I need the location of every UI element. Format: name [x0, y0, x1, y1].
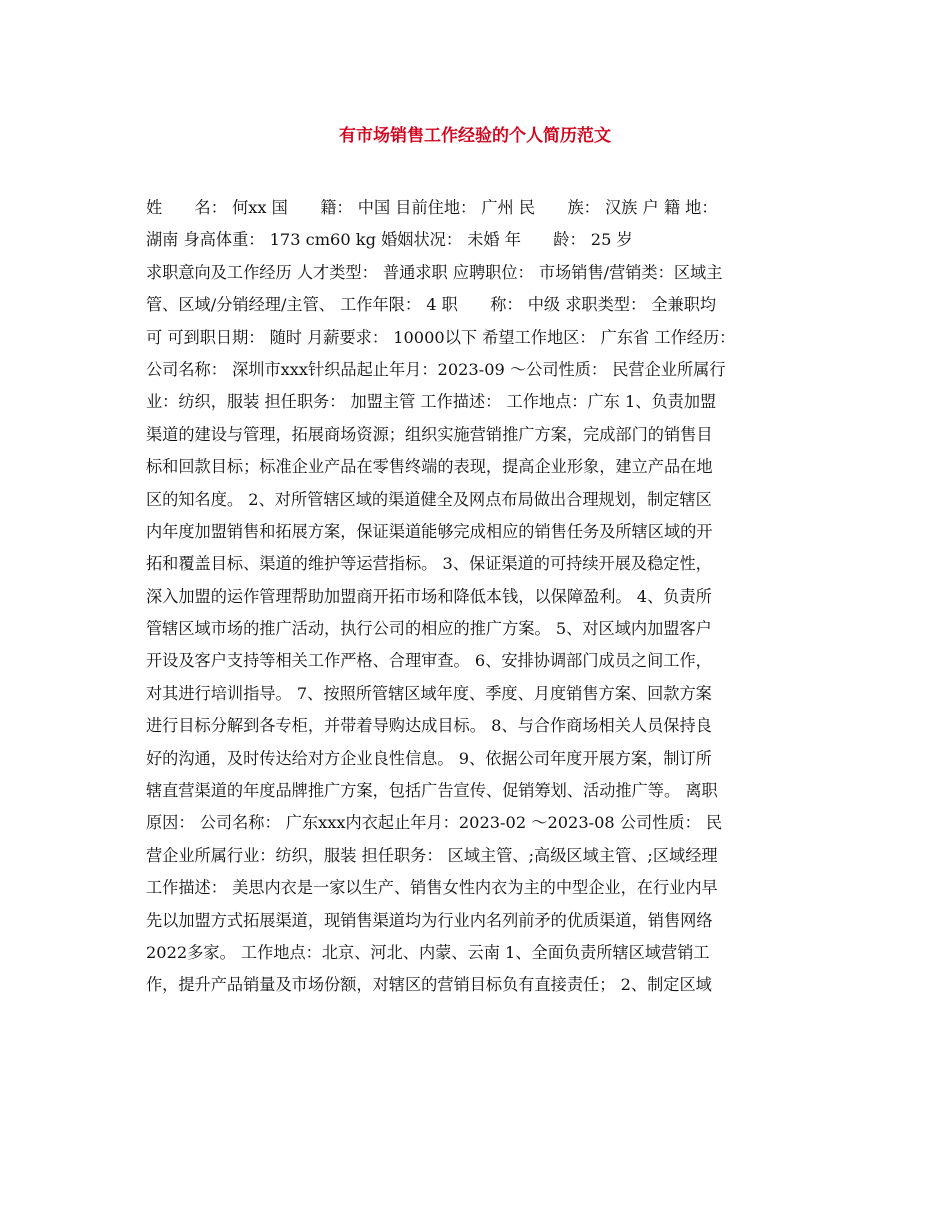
body-line: 深入加盟的运作管理帮助加盟商开拓市场和降低本钱，以保障盈利。 4、负责所	[146, 586, 712, 606]
body-line: 作，提升产品销量及市场份额，对辖区的营销目标负有直接责任； 2、制定区域	[146, 975, 712, 995]
body-line: 辖直营渠道的年度品牌推广方案，包括广告宣传、促销筹划、活动推广等。 离职	[146, 781, 718, 801]
body-line: 原因： 公司名称： 广东xxx内衣起止年月：2023-02 ～2023-08 公司性质： 民	[146, 813, 723, 833]
body-line: 开设及客户支持等相关工作严格、合理审查。 6、安排协调部门成员之间工作，	[146, 651, 712, 671]
body-line: 管、区域/分销经理/主管、 工作年限： 4 职 称： 中级 求职类型： 全兼职均	[146, 295, 717, 315]
body-line: 拓和覆盖目标、渠道的维护等运营指标。 3、保证渠道的可持续开展及稳定性，	[146, 554, 712, 574]
body-line: 姓 名： 何xx 国 籍： 中国 目前住地： 广州 民 族： 汉族 户 籍 地：	[146, 198, 718, 217]
page-title: 有市场销售工作经验的个人简历范文	[339, 126, 611, 146]
body-line: 公司名称： 深圳市xxx针织品起止年月：2023-09 ～公司性质： 民营企业所属行	[146, 359, 726, 379]
body-line: 湖南 身高体重： 173 cm60 kg 婚姻状况： 未婚 年 龄： 25 岁	[146, 230, 633, 250]
body-line: 业：纺织，服装 担任职务： 加盟主管 工作描述： 工作地点：广东 1、负责加盟	[146, 392, 717, 412]
body-line: 渠道的建设与管理，拓展商场资源；组织实施营销推广方案，完成部门的销售目	[146, 424, 713, 444]
body-line: 营企业所属行业：纺织，服装 担任职务： 区域主管、;高级区域主管、;区域经理	[146, 845, 718, 865]
body-line: 管辖区域市场的推广活动，执行公司的相应的推广方案。 5、对区域内加盟客户	[146, 619, 712, 639]
body-line: 求职意向及工作经历 人才类型： 普通求职 应聘职位： 市场销售/营销类：区域主	[146, 262, 723, 282]
body-line: 对其进行培训指导。 7、按照所管辖区域年度、季度、月度销售方案、回款方案	[146, 683, 712, 703]
body-line: 2022多家。 工作地点：北京、河北、内蒙、云南 1、全面负责所辖区域营销工	[146, 942, 710, 962]
body-line: 工作描述： 美思内衣是一家以生产、销售女性内衣为主的中型企业，在行业内早	[146, 878, 718, 898]
body-line: 区的知名度。 2、对所管辖区域的渠道健全及网点布局做出合理规划，制定辖区	[146, 489, 712, 509]
body-line: 好的沟通，及时传达给对方企业良性信息。 9、依据公司年度开展方案，制订所	[146, 748, 712, 768]
body-line: 进行目标分解到各专柜，并带着导购达成目标。 8、与合作商场相关人员保持良	[146, 716, 712, 736]
body-line: 内年度加盟销售和拓展方案，保证渠道能够完成相应的销售任务及所辖区域的开	[146, 521, 713, 541]
body-line: 标和回款目标；标准企业产品在零售终端的表现，提高企业形象，建立产品在地	[146, 457, 713, 477]
body-line: 先以加盟方式拓展渠道，现销售渠道均为行业内名列前矛的优质渠道，销售网络	[146, 910, 713, 930]
body-line: 可 可到职日期： 随时 月薪要求： 10000以下 希望工作地区： 广东省 工作经历：	[146, 327, 736, 347]
resume-body	[146, 192, 808, 1002]
